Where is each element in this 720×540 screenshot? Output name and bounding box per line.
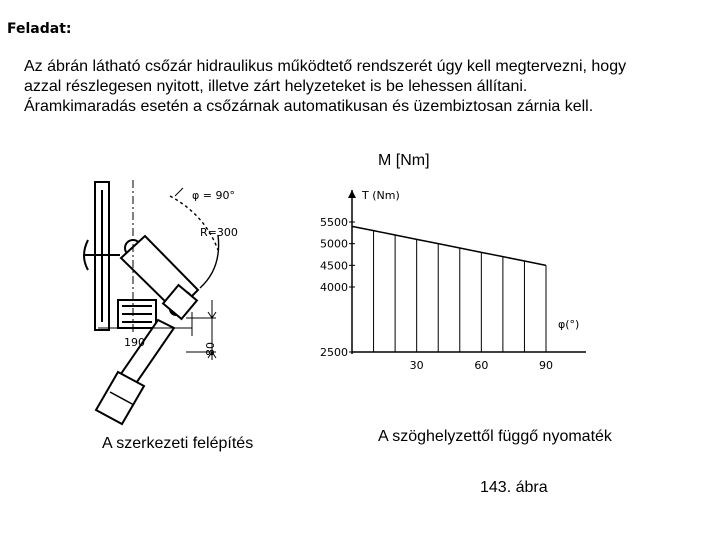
torque-curve (352, 226, 546, 265)
chart-y-label: T (Nm) (362, 189, 400, 202)
chart-x-tick-label: 30 (409, 359, 424, 372)
angle-label: φ = 90° (192, 189, 235, 202)
left-caption: A szerkezeti felépítés (102, 435, 254, 452)
torque-chart (320, 189, 586, 372)
chart-y-tick-label: 4500 (320, 259, 348, 273)
task-line-3: Áramkimaradás esetén a csőzárnak automatikusan és üzembiztosan zárnia kell. (24, 98, 594, 115)
dim-label-vertical: 80 (204, 342, 217, 356)
chart-y-tick-label: 5000 (320, 237, 348, 251)
chart-y-axis-arrow (348, 190, 356, 198)
chart-x-tick-label: 60 (474, 359, 489, 372)
figure-number: 143. ábra (480, 479, 548, 496)
task-line-2: azzal részlegesen nyitott, illetve zárt helyzeteket is be lehessen állítani. (24, 78, 528, 95)
task-line-1: Az ábrán látható csőzár hidraulikus működtető rendszerét úgy kell megtervezni, hogy (24, 58, 627, 75)
heading: Feladat: (7, 21, 72, 37)
chart-y-tick-label: 5500 (320, 216, 348, 229)
radius-label: R=300 (200, 226, 238, 239)
chart-y-tick-label: 4000 (320, 281, 348, 294)
torque-axis-title: M [Nm] (378, 152, 430, 169)
dim-label-horizontal: 190 (124, 336, 145, 349)
right-caption: A szöghelyzettől függő nyomaték (378, 428, 612, 445)
chart-x-tick-label: 90 (539, 359, 553, 372)
chart-x-label: φ(°) (558, 318, 580, 331)
chart-y-tick-label: 2500 (320, 346, 348, 359)
